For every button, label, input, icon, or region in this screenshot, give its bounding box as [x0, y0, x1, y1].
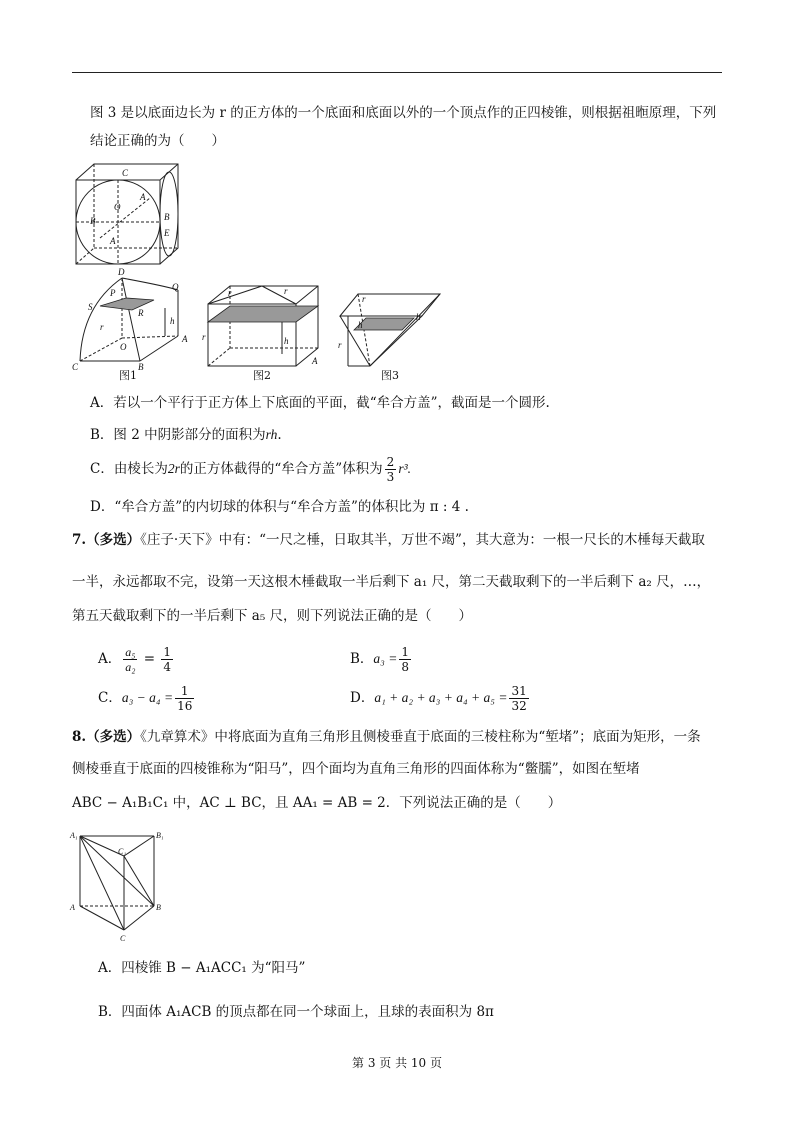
- svg-text:A: A: [110, 236, 116, 246]
- prism-figure: [68, 826, 168, 944]
- q8-option-b: B．四面体 A₁ACB 的顶点都在同一个球面上，且球的表面积为 8π: [98, 1004, 494, 1020]
- svg-text:B₁: B₁: [156, 831, 164, 840]
- svg-text:S: S: [88, 302, 93, 312]
- q7-line1: 7.（多选）《庄子·天下》中有：“一尺之棰，日取其半，万世不竭”，其大意为：一根一尺长的木棰每天截取: [72, 532, 705, 548]
- q6-option-c: C．由棱长为2r的正方体截得的“牟合方盖”体积为 $\frac{2}{3}$ r³.: [90, 455, 411, 484]
- svg-text:r: r: [284, 286, 288, 296]
- svg-text:h: h: [284, 336, 289, 346]
- svg-text:O: O: [114, 202, 121, 212]
- svg-text:P: P: [110, 288, 116, 298]
- cube-sphere-figure: [70, 158, 190, 270]
- figure-2-cube-section: [200, 282, 328, 372]
- figure-1-mouhe-fanggai: [70, 266, 198, 378]
- svg-text:h: h: [358, 320, 363, 330]
- svg-text:D: D: [118, 267, 125, 277]
- q7-option-c: C．a₃ − a₄ = $\frac{1}{16}$: [98, 684, 193, 713]
- page-footer: 第 3 页 共 10 页: [352, 1056, 442, 1070]
- svg-text:h: h: [170, 316, 175, 326]
- svg-text:C: C: [122, 168, 129, 178]
- q6-intro-line1: 图 3 是以底面边长为 r 的正方体的一个底面和底面以外的一个顶点作的正四棱锥，则根据祖暅原理，下列: [90, 105, 717, 121]
- svg-text:C₁: C₁: [118, 847, 127, 856]
- q6-option-a: A．若以一个平行于正方体上下底面的平面，截“牟合方盖”，截面是一个圆形.: [90, 395, 550, 411]
- svg-text:B: B: [138, 362, 144, 372]
- figure-1-label: 图1: [119, 369, 137, 382]
- svg-text:A: A: [182, 334, 188, 344]
- q8-line1: 8.（多选）《九章算术》中将底面为直角三角形且侧棱垂直于底面的三棱柱称为“堑堵”；底面为矩形，一条: [72, 729, 701, 745]
- svg-text:Q: Q: [172, 282, 179, 292]
- svg-text:r: r: [338, 340, 342, 350]
- svg-text:O: O: [120, 342, 127, 352]
- svg-text:B: B: [90, 216, 96, 226]
- svg-text:E: E: [164, 228, 170, 238]
- svg-text:A: A: [70, 903, 75, 912]
- svg-text:h: h: [416, 312, 421, 322]
- figure-2-label: 图2: [253, 369, 271, 382]
- svg-text:r: r: [228, 288, 232, 298]
- q7-option-a: A． $\frac{\text{a₅}}{\text{a₂}}$ = $\frac{1}{4}$: [98, 645, 171, 674]
- svg-text:A: A: [312, 356, 318, 366]
- svg-text:r: r: [100, 322, 104, 332]
- q6-option-d: D．“牟合方盖”的内切球的体积与“牟合方盖”的体积比为 π : 4 .: [90, 499, 469, 515]
- q7-line2: 一半，永远都取不完，设第一天这根木棰截取一半后剩下 a₁ 尺，第二天截取剩下的一半后剩下 a₂ 尺，…，: [72, 574, 711, 590]
- figure-3-label: 图3: [381, 369, 399, 382]
- svg-text:A₁: A₁: [70, 831, 78, 840]
- q8-option-a: A．四棱锥 B − A₁ACC₁ 为“阳马”: [98, 960, 306, 976]
- svg-text:B: B: [156, 903, 161, 912]
- q8-line2: 侧棱垂直于底面的四棱锥称为“阳马”，四个面均为直角三角形的四面体称为“鳖臑”，如图在堑堵: [72, 761, 640, 777]
- svg-text:r: r: [202, 332, 206, 342]
- q7-option-b: B．a₃ = $\frac{1}{8}$: [350, 645, 409, 674]
- q7-option-d: D．a₁ + a₂ + a₃ + a₄ + a₅ = $\frac{31}{32}$: [350, 684, 527, 713]
- q6-option-b: B．图 2 中阴影部分的面积为rh.: [90, 427, 282, 443]
- svg-text:r: r: [362, 294, 366, 304]
- q6-intro-line2: 结论正确的为（ ）: [90, 133, 225, 149]
- svg-text:A: A: [140, 192, 146, 202]
- header-rule: [72, 72, 722, 73]
- svg-text:B: B: [164, 212, 170, 222]
- svg-text:C: C: [72, 362, 79, 372]
- svg-text:R: R: [138, 308, 144, 318]
- svg-text:C: C: [120, 934, 126, 943]
- figure-3-pyramid: [336, 290, 446, 372]
- q8-line3: ABC − A₁B₁C₁ 中，AC ⊥ BC，且 AA₁ = AB = 2．下列说法正确的是（ ）: [72, 795, 562, 811]
- q7-line3: 第五天截取剩下的一半后剩下 a₅ 尺，则下列说法正确的是（ ）: [72, 608, 473, 624]
